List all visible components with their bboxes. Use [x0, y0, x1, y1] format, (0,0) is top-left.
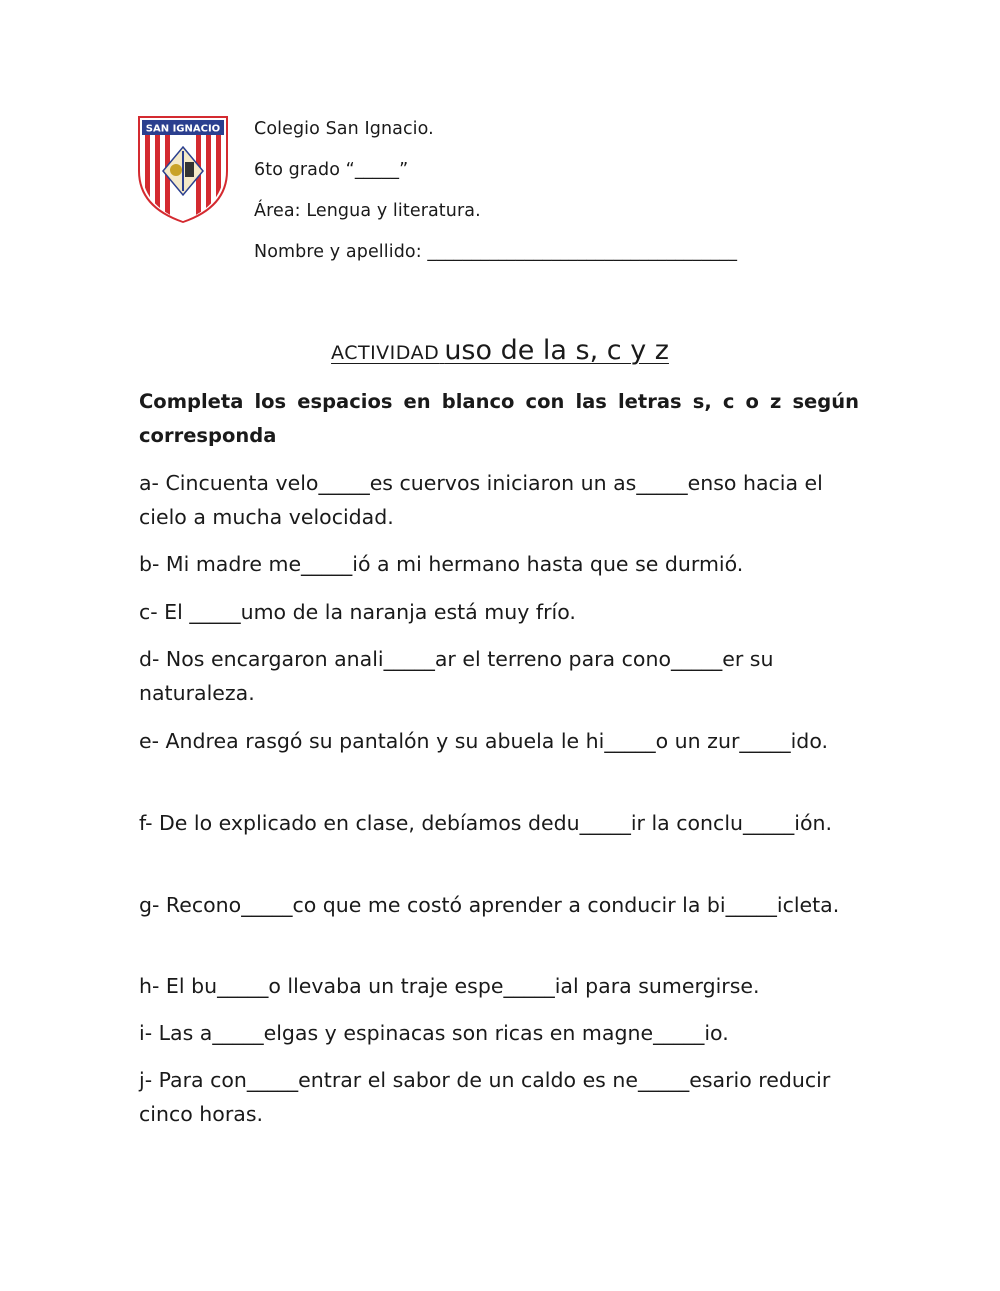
subject-area: Área: Lengua y literatura. — [254, 201, 481, 221]
instruction-text: Completa los espacios en blanco con las letras s, c o z según corresponda — [139, 390, 859, 447]
exercise-item-c: c- El _____umo de la naranja está muy frío. — [139, 600, 576, 624]
exercise-item-a: a- Cincuenta velo_____es cuervos iniciaron un as_____enso hacia el cielo a mucha velocidad. — [139, 471, 823, 529]
logo-text: SAN IGNACIO — [145, 123, 221, 135]
exercise-item-i: i- Las a_____elgas y espinacas son ricas en magne_____io. — [139, 1021, 729, 1045]
name-field-line: Nombre y apellido: ___________________________________ — [254, 242, 738, 262]
exercise-item-h: h- El bu_____o llevaba un traje espe_____ial para sumergirse. — [139, 974, 760, 998]
exercise-item-b: b- Mi madre me_____ió a mi hermano hasta que se durmió. — [139, 552, 744, 576]
grade-line: 6to grado “_____” — [254, 160, 409, 180]
exercise-item-d: d- Nos encargaron anali_____ar el terreno para cono_____er su naturaleza. — [139, 647, 774, 705]
school-shield-logo — [137, 115, 229, 223]
exercise-item-f: f- De lo explicado en clase, debíamos dedu_____ir la conclu_____ión. — [139, 811, 833, 835]
activity-title — [0, 335, 1000, 366]
school-name: Colegio San Ignacio. — [254, 119, 434, 139]
exercise-item-g: g- Recono_____co que me costó aprender a conducir la bi_____icleta. — [139, 893, 840, 917]
exercise-item-e: e- Andrea rasgó su pantalón y su abuela le hi_____o un zur_____ido. — [139, 729, 829, 753]
activity-title-label: ACTIVIDAD — [331, 342, 440, 364]
activity-title-topic: uso de la s, c y z — [444, 335, 669, 366]
exercise-item-j: j- Para con_____entrar el sabor de un caldo es ne_____esario reducir cinco horas. — [139, 1068, 831, 1126]
